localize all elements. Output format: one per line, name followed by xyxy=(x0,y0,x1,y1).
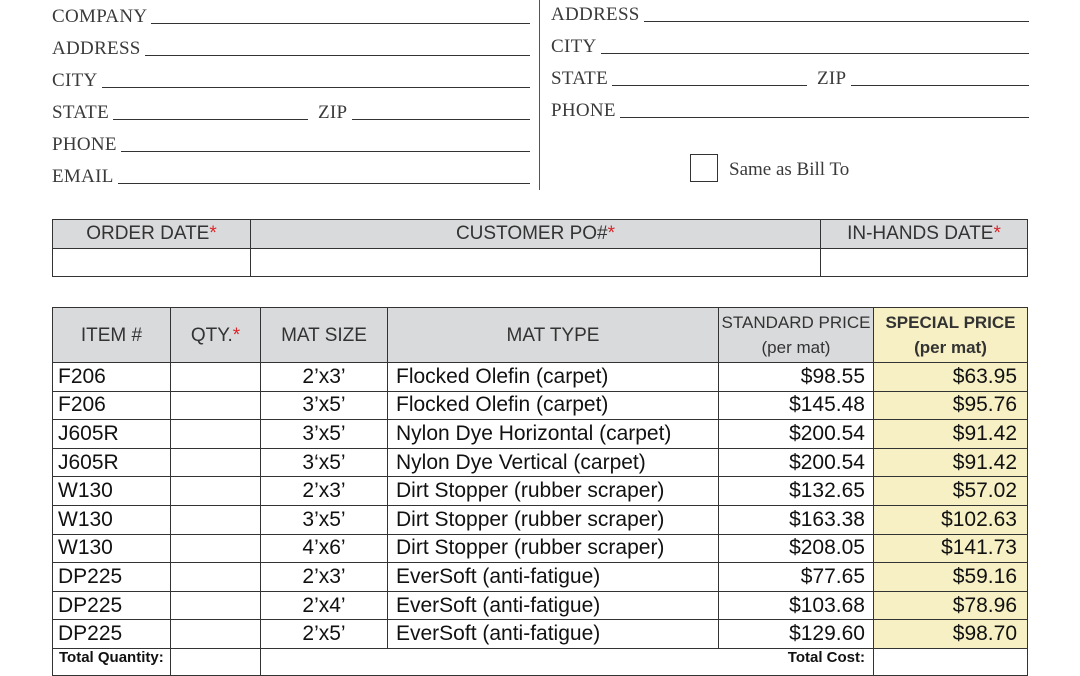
quantity-input[interactable] xyxy=(171,620,261,649)
item-number-cell: J605R xyxy=(53,420,171,449)
special-price-cell: $78.96 xyxy=(874,591,1028,620)
special-price-cell: $98.70 xyxy=(874,620,1028,649)
total-cost-label: Total Cost: xyxy=(261,648,874,675)
mat-size-cell: 3’x5’ xyxy=(261,505,388,534)
items-table xyxy=(52,307,1028,676)
item-header: ITEM # xyxy=(53,308,171,363)
table-row xyxy=(53,391,1028,420)
order-date-header xyxy=(53,220,251,249)
mat-size-cell: 3‘x5’ xyxy=(261,448,388,477)
special-price-cell: $91.42 xyxy=(874,448,1028,477)
standard-price-cell: $98.55 xyxy=(719,363,874,392)
mat-size-cell: 3’x5’ xyxy=(261,420,388,449)
table-row xyxy=(53,591,1028,620)
required-mark: * xyxy=(993,223,1001,244)
mat-type-cell: Dirt Stopper (rubber scraper) xyxy=(388,534,719,563)
special-price-cell: $57.02 xyxy=(874,477,1028,506)
ship-city-input-line[interactable] xyxy=(601,53,1029,54)
bill-phone-input-line[interactable] xyxy=(121,151,530,152)
quantity-input[interactable] xyxy=(171,591,261,620)
mat-type-cell: EverSoft (anti-fatigue) xyxy=(388,620,719,649)
quantity-input[interactable] xyxy=(171,391,261,420)
table-row xyxy=(53,534,1028,563)
special-price-cell: $141.73 xyxy=(874,534,1028,563)
qty-header xyxy=(171,308,261,363)
standard-price-cell: $200.54 xyxy=(719,420,874,449)
bill-email-label: EMAIL xyxy=(52,166,114,187)
in-hands-date-input[interactable] xyxy=(821,249,1028,277)
items-body xyxy=(53,363,1028,676)
item-number-cell: W130 xyxy=(53,477,171,506)
bill-state-zip-field xyxy=(52,100,530,124)
table-row xyxy=(53,363,1028,392)
quantity-input[interactable] xyxy=(171,505,261,534)
item-number-cell: F206 xyxy=(53,391,171,420)
required-mark: * xyxy=(607,223,616,244)
standard-price-cell: $103.68 xyxy=(719,591,874,620)
bill-phone-label: PHONE xyxy=(52,134,117,155)
standard-price-cell: $77.65 xyxy=(719,563,874,592)
item-number-cell: DP225 xyxy=(53,563,171,592)
required-mark: * xyxy=(232,324,241,346)
in-hands-date-header xyxy=(821,220,1028,249)
mat-type-cell: EverSoft (anti-fatigue) xyxy=(388,563,719,592)
mat-type-cell: Dirt Stopper (rubber scraper) xyxy=(388,505,719,534)
item-number-cell: J605R xyxy=(53,448,171,477)
special-price-cell: $102.63 xyxy=(874,505,1028,534)
bill-phone-field xyxy=(52,132,530,156)
special-price-line1: SPECIAL PRICE xyxy=(885,313,1016,332)
mat-type-header: MAT TYPE xyxy=(388,308,719,363)
mat-type-cell: Nylon Dye Horizontal (carpet) xyxy=(388,420,719,449)
ship-address-label: ADDRESS xyxy=(551,4,640,25)
order-date-label: ORDER DATE xyxy=(86,223,210,244)
ship-state-input-line[interactable] xyxy=(612,85,807,86)
bill-address-input-line[interactable] xyxy=(145,55,530,56)
bill-email-field xyxy=(52,164,530,188)
company-input-line[interactable] xyxy=(151,23,530,24)
mat-size-cell: 3’x5’ xyxy=(261,391,388,420)
quantity-input[interactable] xyxy=(171,363,261,392)
special-price-cell: $59.16 xyxy=(874,563,1028,592)
ship-address-field xyxy=(551,2,1029,26)
bill-city-field xyxy=(52,68,530,92)
standard-price-line1: STANDARD PRICE xyxy=(721,313,871,332)
bill-zip-input-line[interactable] xyxy=(352,119,530,120)
required-mark: * xyxy=(209,223,217,244)
standard-price-header xyxy=(719,308,874,363)
standard-price-cell: $163.38 xyxy=(719,505,874,534)
bill-zip-label: ZIP xyxy=(317,102,348,123)
total-quantity-label: Total Quantity: xyxy=(53,648,171,675)
quantity-input[interactable] xyxy=(171,448,261,477)
ship-phone-field xyxy=(551,98,1029,122)
mat-type-cell: Nylon Dye Vertical (carpet) xyxy=(388,448,719,477)
in-hands-date-label: IN-HANDS DATE xyxy=(847,223,994,244)
customer-po-label: CUSTOMER PO# xyxy=(455,223,608,244)
item-number-cell: DP225 xyxy=(53,591,171,620)
ship-state-label: STATE xyxy=(551,68,608,89)
mat-size-cell: 4’x6’ xyxy=(261,534,388,563)
ship-state-zip-field xyxy=(551,66,1029,90)
mat-type-cell: Flocked Olefin (carpet) xyxy=(388,363,719,392)
table-row xyxy=(53,563,1028,592)
special-price-header xyxy=(874,308,1028,363)
item-number-cell: F206 xyxy=(53,363,171,392)
standard-price-cell: $132.65 xyxy=(719,477,874,506)
table-row xyxy=(53,448,1028,477)
order-dates-table xyxy=(52,219,1028,277)
mat-size-cell: 2’x5’ xyxy=(261,620,388,649)
special-price-cell: $63.95 xyxy=(874,363,1028,392)
mat-size-cell: 2’x4’ xyxy=(261,591,388,620)
special-price-line2: (per mat) xyxy=(914,338,987,357)
total-cost-input[interactable] xyxy=(874,648,1028,675)
mat-size-cell: 2’x3’ xyxy=(261,477,388,506)
company-field xyxy=(52,4,530,28)
item-number-cell: DP225 xyxy=(53,620,171,649)
special-price-cell: $95.76 xyxy=(874,391,1028,420)
bill-state-label: STATE xyxy=(52,102,109,123)
order-date-input[interactable] xyxy=(53,249,251,277)
ship-address-input-line[interactable] xyxy=(644,21,1029,22)
quantity-input[interactable] xyxy=(171,563,261,592)
mat-size-header: MAT SIZE xyxy=(261,308,388,363)
same-as-bill-to-label: Same as Bill To xyxy=(729,159,850,180)
company-label: COMPANY xyxy=(52,6,148,27)
item-number-cell: W130 xyxy=(53,505,171,534)
table-row xyxy=(53,505,1028,534)
bill-address-label: ADDRESS xyxy=(52,38,141,59)
standard-price-line2: (per mat) xyxy=(761,338,831,357)
special-price-cell: $91.42 xyxy=(874,420,1028,449)
ship-city-label: CITY xyxy=(551,36,597,57)
table-row xyxy=(53,420,1028,449)
standard-price-cell: $145.48 xyxy=(719,391,874,420)
ship-zip-label: ZIP xyxy=(816,68,847,89)
table-row xyxy=(53,620,1028,649)
bill-state-input-line[interactable] xyxy=(113,119,308,120)
ship-zip-input-line[interactable] xyxy=(851,85,1029,86)
quantity-input[interactable] xyxy=(171,420,261,449)
standard-price-cell: $208.05 xyxy=(719,534,874,563)
total-quantity-input[interactable] xyxy=(171,648,261,675)
bill-city-label: CITY xyxy=(52,70,98,91)
ship-phone-label: PHONE xyxy=(551,100,616,121)
standard-price-cell: $200.54 xyxy=(719,448,874,477)
qty-header-label: QTY. xyxy=(190,324,233,346)
customer-po-header xyxy=(251,220,821,249)
ship-city-field xyxy=(551,34,1029,58)
quantity-input[interactable] xyxy=(171,534,261,563)
ship-phone-input-line[interactable] xyxy=(620,117,1029,118)
standard-price-cell: $129.60 xyxy=(719,620,874,649)
section-divider xyxy=(539,0,540,190)
table-row xyxy=(53,477,1028,506)
mat-type-cell: Flocked Olefin (carpet) xyxy=(388,391,719,420)
mat-type-cell: Dirt Stopper (rubber scraper) xyxy=(388,477,719,506)
mat-size-cell: 2’x3’ xyxy=(261,363,388,392)
bill-address-field xyxy=(52,36,530,60)
item-number-cell: W130 xyxy=(53,534,171,563)
mat-type-cell: EverSoft (anti-fatigue) xyxy=(388,591,719,620)
customer-po-input[interactable] xyxy=(251,249,821,277)
same-as-bill-to-checkbox[interactable] xyxy=(690,154,718,182)
mat-size-cell: 2’x3’ xyxy=(261,563,388,592)
totals-row xyxy=(53,648,1028,675)
quantity-input[interactable] xyxy=(171,477,261,506)
bill-email-input-line[interactable] xyxy=(118,183,530,184)
bill-city-input-line[interactable] xyxy=(102,87,530,88)
